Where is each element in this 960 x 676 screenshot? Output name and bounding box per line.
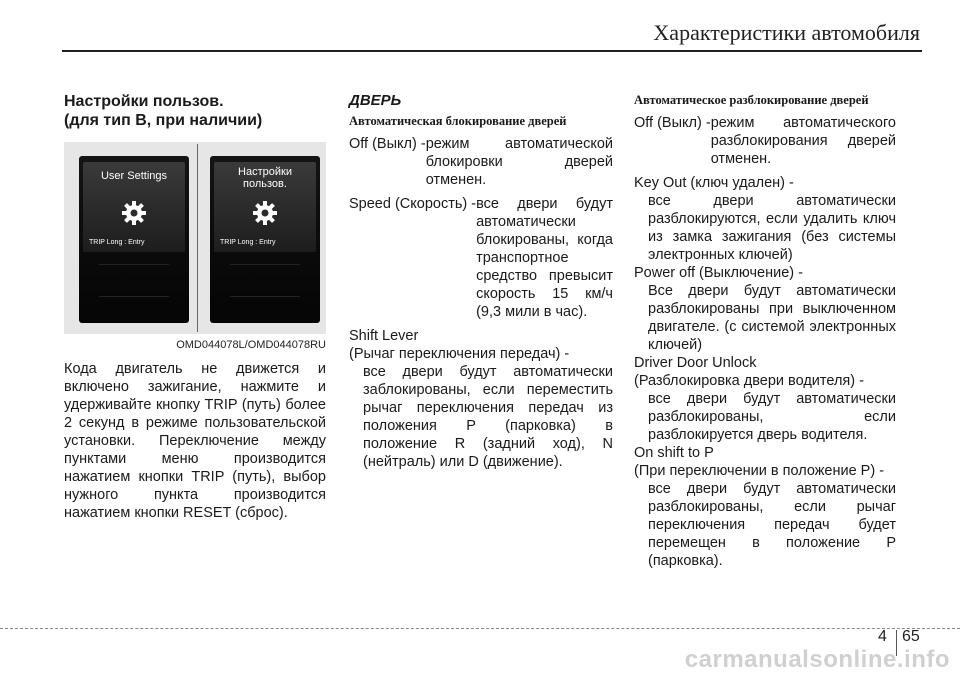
shift-lever-sub: (Рычаг переключения передач) -	[349, 346, 570, 362]
power-off-desc: Все двери будут автоматически разблокированы при выключенном двигателе. (с системой электронных ключей)	[648, 283, 896, 353]
shift-p-sub: (При переключении в положение P) -	[634, 463, 885, 479]
unlock-off-item	[634, 114, 896, 168]
trip-hint: TRIP Long : Entry	[220, 239, 276, 246]
image-caption: OMD044078L/OMD044078RU	[176, 339, 326, 351]
shift-p-title: On shift to P	[634, 445, 714, 461]
shift-lever-title: Shift Lever	[349, 328, 419, 344]
display-illustration	[64, 142, 326, 334]
unlock-off-desc: режим автоматического разблокирования дверей отменен.	[710, 115, 896, 167]
column-2	[349, 92, 613, 471]
page-number: 65	[902, 628, 920, 645]
driver-door-desc: все двери будут автоматически разблокированы, если разблокируется дверь водителя.	[648, 391, 896, 443]
cluster-screen-en	[79, 156, 189, 323]
unlock-off-term: Off (Выкл) -	[634, 115, 711, 131]
gear-icon	[252, 200, 278, 226]
auto-lock-heading: Автоматическая блокирование дверей	[349, 114, 567, 128]
screen-title-ru: Настройки пользов.	[238, 166, 292, 190]
image-divider	[197, 144, 198, 332]
footer-rule	[0, 628, 960, 629]
trip-hint: TRIP Long : Entry	[89, 239, 145, 246]
driver-door-sub: (Разблокировка двери водителя) -	[634, 373, 864, 389]
shift-lever-desc: все двери будут автоматически заблокированы, если переместить рычаг переключения передач из положения P (парковка) в положение R (задний ход), N (нейтраль) или D (движение).	[363, 364, 613, 470]
door-section-title: ДВЕРЬ	[349, 92, 402, 109]
key-out-desc: все двери автоматически разблокируются, если удалить ключ из замка зажигания (без системы электронных ключей)	[648, 193, 896, 263]
lock-off-item	[349, 135, 613, 189]
cluster-screen-ru	[210, 156, 320, 323]
watermark: carmanualsonline.info	[684, 646, 950, 673]
shift-p-desc: все двери будут автоматически разблокированы, если рычаг переключения передач будет перемещен в положение P (парковка).	[648, 481, 896, 569]
lock-speed-term: Speed (Скорость) -	[349, 196, 477, 212]
running-header: Характеристики автомобиля	[653, 20, 920, 45]
lock-speed-desc: все двери будут автоматически блокированы, когда транспортное средство превысит скорость 15 км/ч (9,3 мили в час).	[476, 196, 613, 320]
section-heading: Настройки пользов. (для тип B, при наличии)	[64, 93, 263, 129]
body-paragraph: Кода двигатель не движется и включено зажигание, нажмите и удерживайте кнопку TRIP (путь) более 2 секунд в режиме пользовательской установки. Переключение между пунктами меню производится нажатием кнопки TRIP (путь), выбор нужного пункта производится нажатием кнопки RESET (сброс).	[64, 361, 326, 521]
lock-off-term: Off (Выкл) -	[349, 136, 426, 152]
key-out-title: Key Out (ключ удален) -	[634, 175, 794, 191]
chapter-number: 4	[878, 628, 887, 645]
column-1	[64, 92, 326, 522]
lock-speed-item	[349, 195, 613, 321]
screen-title-en: User Settings	[100, 170, 168, 182]
auto-unlock-heading: Автоматическое разблокирование дверей	[634, 93, 869, 107]
gear-icon	[121, 200, 147, 226]
lock-off-desc: режим автоматической блокировки дверей отменен.	[425, 136, 613, 188]
driver-door-title: Driver Door Unlock	[634, 355, 757, 371]
column-3	[634, 92, 896, 570]
power-off-title: Power off (Выключение) -	[634, 265, 803, 281]
header-rule	[62, 50, 922, 52]
